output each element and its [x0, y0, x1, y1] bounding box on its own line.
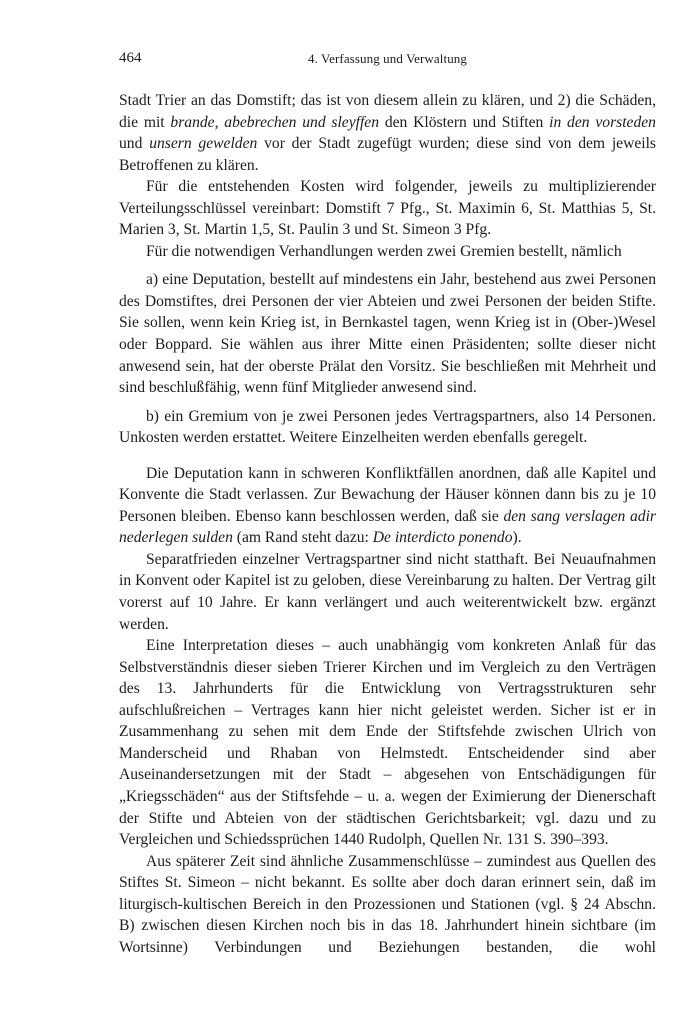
text-run: a) eine Deputation, bestellt auf mindestens ein Jahr, bestehend aus zwei Personen des Domstiftes, drei Personen der vier Abteien und zwei Personen der beiden Stifte. Sie sollen, wenn kein Krieg ist, in Bernkastel tagen, wenn Krieg ist in (Ober-)Wesel oder Boppard. Sie wählen aus ihrer Mitte einen Präsidenten; sollte dieser nicht anwesend sein, hat der oberste Prälat den Vorsitz. Sie beschließen mit Mehrheit und sind beschlußfähig, wenn fünf Mitglieder anwesend sind. [119, 271, 656, 397]
text-run: Für die notwendigen Verhandlungen werden zwei Gremien bestellt, nämlich [146, 242, 622, 260]
list-item-b [119, 406, 656, 449]
italic-quote: in den vorsteden [549, 113, 656, 131]
paragraph [119, 635, 656, 850]
paragraph [119, 851, 656, 959]
page-number: 464 [119, 50, 142, 66]
text-run: Eine Interpretation dieses – auch unabhängig vom konkreten Anlaß für das Selbstverständnis dieser sieben Trierer Kirchen und im Vergleich zu den Verträgen des 13. Jahrhunderts für die Entwicklung von Vertragsstrukturen sehr aufschlußreichen – Vertrages kann hier nicht geleistet werden. Sicher ist er in Zusammenhang zu sehen mit dem Ende der Stiftsfehde zwischen Ulrich von Manderscheid und Rhaban von Helmstedt. Entscheidender sind aber Auseinandersetzungen mit der Stadt – abgesehen von Entschädigungen für „Kriegsschäden“ aus der Stiftsfehde – u. a. wegen der Eximierung der Dienerschaft der Stifte und Abteien von der städtischen Gerichtsbarkeit; vgl. dazu und zu Vergleichen und Schiedssprüchen 1440 Rudolph, Quellen Nr. 131 S. 390–393. [119, 637, 656, 849]
italic-quote: brande, abebrechen und sleyffen [170, 113, 380, 131]
paragraph [119, 463, 656, 549]
text-run: ). [512, 529, 522, 547]
italic-quote: unsern gewelden [149, 135, 258, 153]
text-run: Stadt Trier an das Domstift; das ist von diesem allein zu klären, und 2) die Schäden, die mit [119, 92, 656, 131]
list-item-a [119, 269, 656, 398]
paragraph [119, 241, 656, 263]
body-text [119, 90, 656, 958]
paragraph [119, 549, 656, 635]
text-run: Aus späterer Zeit sind ähnliche Zusammenschlüsse – zumindest aus Quellen des Stiftes St. Simeon – nicht bekannt. Es sollte aber doch daran erinnert sein, daß im liturgisch-kultischen Bereich in den Prozessionen und Stationen (vgl. § 24 Abschn. B) zwischen diesen Kirchen noch bis in das 18. Jahrhundert hinein sichtbare (im Wortsinne) Verbindungen und Beziehungen bestanden, die wohl [119, 852, 656, 956]
text-run: b) ein Gremium von je zwei Personen jedes Vertragspartners, also 14 Personen. Unkosten werden erstattet. Weitere Einzelheiten werden ebenfalls geregelt. [119, 407, 656, 447]
text-run: vor der Stadt zugefügt wurden; diese sind von dem jeweils Betroffenen zu klären. [119, 135, 656, 174]
italic-quote: De interdicto ponendo [372, 529, 513, 547]
paragraph [119, 90, 656, 176]
text-run: den Klöstern und Stiften [379, 113, 550, 131]
italic-quote: den sang verslagen adir nederlegen sulden [119, 507, 656, 547]
text-run: und [119, 135, 150, 153]
paragraph [119, 176, 656, 241]
running-head [119, 50, 656, 72]
text-run: Die Deputation kann in schweren Konfliktfällen anordnen, daß alle Kapitel und Konvente die Stadt verlassen. Zur Bewachung der Häuser können dann bis zu je 10 Personen bleiben. Ebenso kann beschlossen werden, daß sie [119, 464, 656, 525]
text-run: (am Rand steht dazu: [232, 529, 373, 547]
text-run: Für die entstehenden Kosten wird folgender, jeweils zu multiplizierender Verteilungsschlüssel vereinbart: Domstift 7 Pfg., St. Maximin 6, St. Matthias 5, St. Marien 3, St. Martin 1,5, St. Paulin 3 und St. Simeon 3 Pfg. [119, 178, 656, 239]
running-title: 4. Verfassung und Verwaltung [307, 51, 468, 66]
text-run: Separatfrieden einzelner Vertragspartner sind nicht statthaft. Bei Neuaufnahmen in Konvent oder Kapitel ist zu geloben, diese Vereinbarung zu halten. Der Vertrag gilt vorerst auf 10 Jahre. Er kann verlängert und auch weiterentwickelt bzw. ergänzt werden. [119, 550, 656, 633]
